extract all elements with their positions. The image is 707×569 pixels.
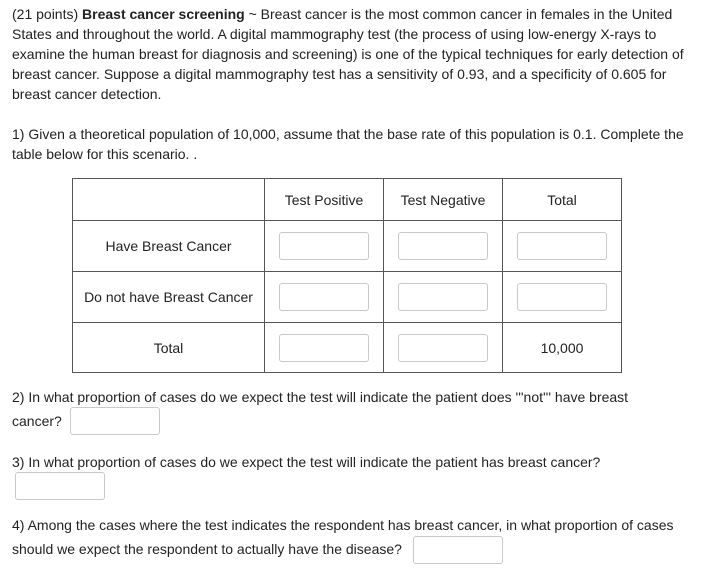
cell-grand-total: 10,000: [503, 323, 622, 373]
cell-total-negative: [384, 323, 503, 373]
question-1-text: 1) Given a theoretical population of 10,000, assume that the base rate of this population is 0.1. Complete the table below for this scenario. .: [12, 126, 684, 162]
table-corner-cell: [73, 179, 265, 221]
input-have-negative[interactable]: [398, 232, 488, 260]
answer-q3-input[interactable]: [15, 472, 105, 500]
row-label-total: Total: [73, 323, 265, 373]
problem-title: Breast cancer screening: [82, 6, 245, 22]
cell-no-positive: [265, 272, 384, 323]
answer-q4-input[interactable]: [413, 536, 503, 564]
header-total: Total: [503, 179, 622, 221]
input-no-positive[interactable]: [279, 283, 369, 311]
contingency-table: [72, 178, 622, 373]
row-label-no-cancer: Do not have Breast Cancer: [73, 272, 265, 323]
question-2-line-2: cancer?: [12, 413, 62, 429]
cell-no-negative: [384, 272, 503, 323]
cell-have-negative: [384, 221, 503, 272]
row-label-have-cancer: Have Breast Cancer: [73, 221, 265, 272]
cell-have-positive: [265, 221, 384, 272]
input-have-positive[interactable]: [279, 232, 369, 260]
input-total-positive[interactable]: [279, 334, 369, 362]
question-2-line-1: 2) In what proportion of cases do we expect the test will indicate the patient does '''not''' have breast: [12, 389, 629, 405]
header-test-positive: Test Positive: [265, 179, 384, 221]
input-no-total[interactable]: [517, 283, 607, 311]
cell-no-total: [503, 272, 622, 323]
answer-q2-input[interactable]: [70, 407, 160, 435]
input-no-negative[interactable]: [398, 283, 488, 311]
question-4-line-2: should we expect the respondent to actually have the disease?: [12, 541, 402, 557]
question-3-text: 3) In what proportion of cases do we expect the test will indicate the patient has breast cancer?: [12, 454, 601, 470]
intro-paragraph: [12, 4, 696, 104]
input-total-negative[interactable]: [398, 334, 488, 362]
points-label: (21 points): [12, 6, 79, 22]
input-have-total[interactable]: [517, 232, 607, 260]
cell-have-total: [503, 221, 622, 272]
cell-total-positive: [265, 323, 384, 373]
header-test-negative: Test Negative: [384, 179, 503, 221]
question-4-line-1: 4) Among the cases where the test indicates the respondent has breast cancer, in what proportion of cases: [12, 517, 674, 533]
intro-body: ~ Breast cancer is the most common cancer in females in the United States and throughout the world. A digital mammography test (the process of using low-energy X-rays to examine the human breast for diagnosis and screening) is one of the typical techniques for early detection of breast cancer. Suppose a digital mammography test has a sensitivity of 0.93, and a specificity of 0.605 for breast cancer detection.: [12, 6, 684, 102]
